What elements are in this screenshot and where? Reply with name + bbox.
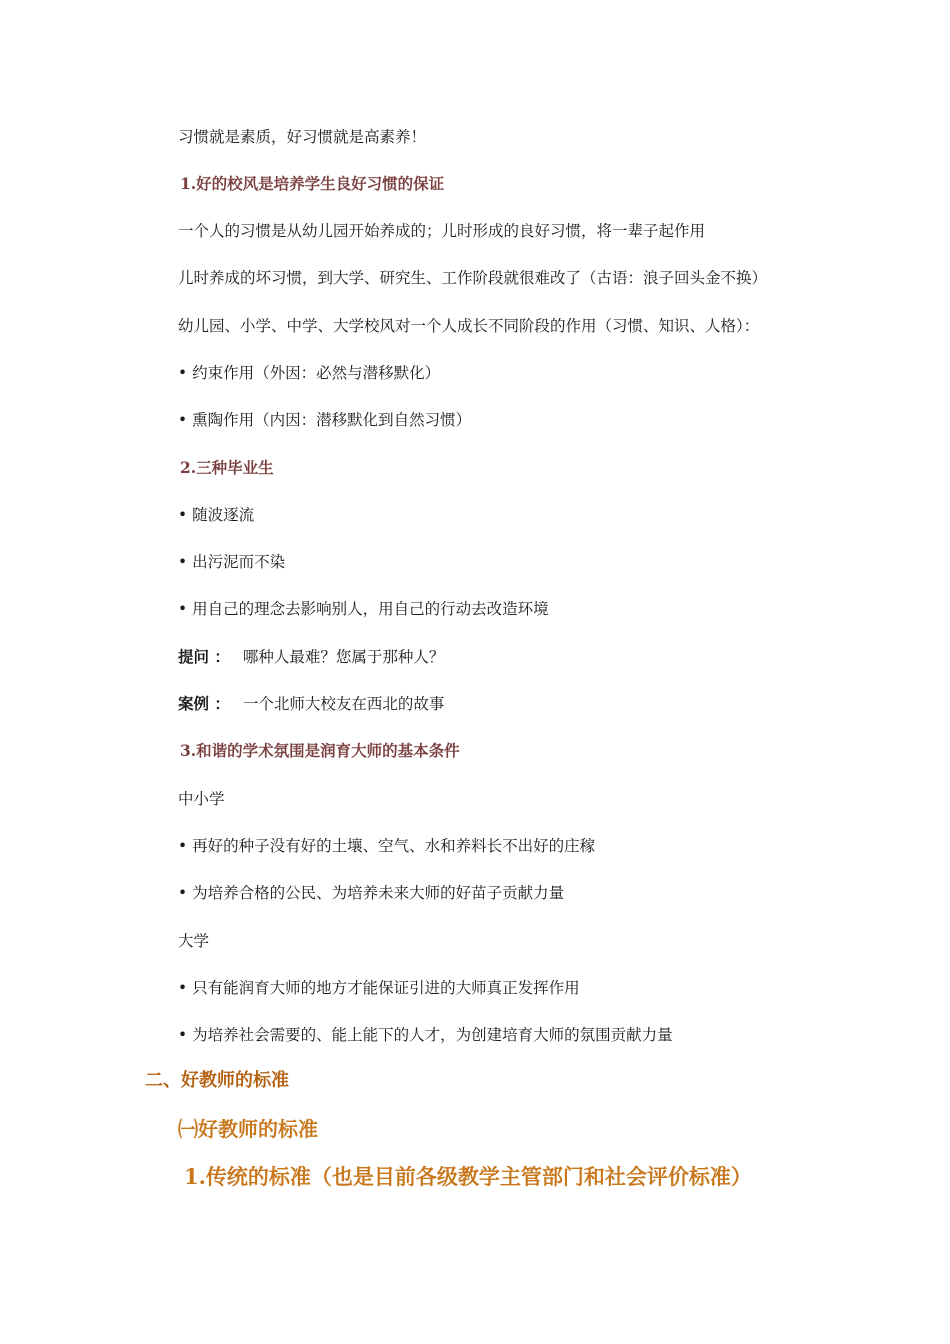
- paragraph-university: 大学: [178, 932, 210, 950]
- paragraph-primary-secondary: 中小学: [178, 790, 225, 808]
- question-label: 提问 ：: [178, 647, 230, 666]
- case-label: 案例 ：: [178, 694, 230, 713]
- bullet-influence: • 熏陶作用（内因：潜移默化到自然习惯）: [178, 410, 471, 430]
- subsection-heading-traditional: 1.传统的标准（也是目前各级教学主管部门和社会评价标准）: [184, 1164, 752, 1189]
- bullet-society-talent: • 为培养社会需要的、能上能下的人才，为创建培育大师的氛围贡献力量: [178, 1025, 673, 1045]
- case-line: [178, 694, 444, 714]
- paragraph-habits-kindergarten: 一个人的习惯是从幼儿园开始养成的；儿时形成的良好习惯，将一辈子起作用: [178, 222, 706, 240]
- heading-three-graduates: 2.三种毕业生: [180, 458, 274, 477]
- bullet-good-citizens: • 为培养合格的公民、为培养未来大师的好苗子贡献力量: [178, 883, 564, 903]
- heading-academic-atmosphere: 3.和谐的学术氛围是润育大师的基本条件: [180, 741, 460, 760]
- case-text: 一个北师大校友在西北的故事: [242, 695, 445, 713]
- bullet-influence-others: • 用自己的理念去影响别人，用自己的行动去改造环境: [178, 599, 549, 619]
- question-line: [178, 647, 444, 667]
- subsection-heading-standards: ㈠好教师的标准: [178, 1117, 318, 1141]
- bullet-good-seeds: • 再好的种子没有好的土壤、空气、水和养料长不出好的庄稼: [178, 836, 595, 856]
- paragraph-habit-quality: 习惯就是素质，好习惯就是高素养！: [178, 128, 427, 146]
- bullet-unstained: • 出污泥而不染: [178, 552, 285, 572]
- question-text: 哪种人最难？您属于那种人？: [242, 648, 445, 666]
- paragraph-school-spirit-stages: 幼儿园、小学、中学、大学校风对一个人成长不同阶段的作用（习惯、知识、人格）：: [178, 317, 760, 335]
- paragraph-bad-habits: 儿时养成的坏习惯，到大学、研究生、工作阶段就很难改了（古语：浪子回头金不换）: [178, 269, 768, 287]
- bullet-follow-crowd: • 随波逐流: [178, 505, 254, 525]
- section-heading-good-teacher: 二、好教师的标准: [145, 1070, 289, 1091]
- bullet-nurture-masters: • 只有能润育大师的地方才能保证引进的大师真正发挥作用: [178, 978, 580, 998]
- bullet-constraint: • 约束作用（外因：必然与潜移默化）: [178, 363, 440, 383]
- heading-school-spirit: 1.好的校风是培养学生良好习惯的保证: [180, 174, 445, 193]
